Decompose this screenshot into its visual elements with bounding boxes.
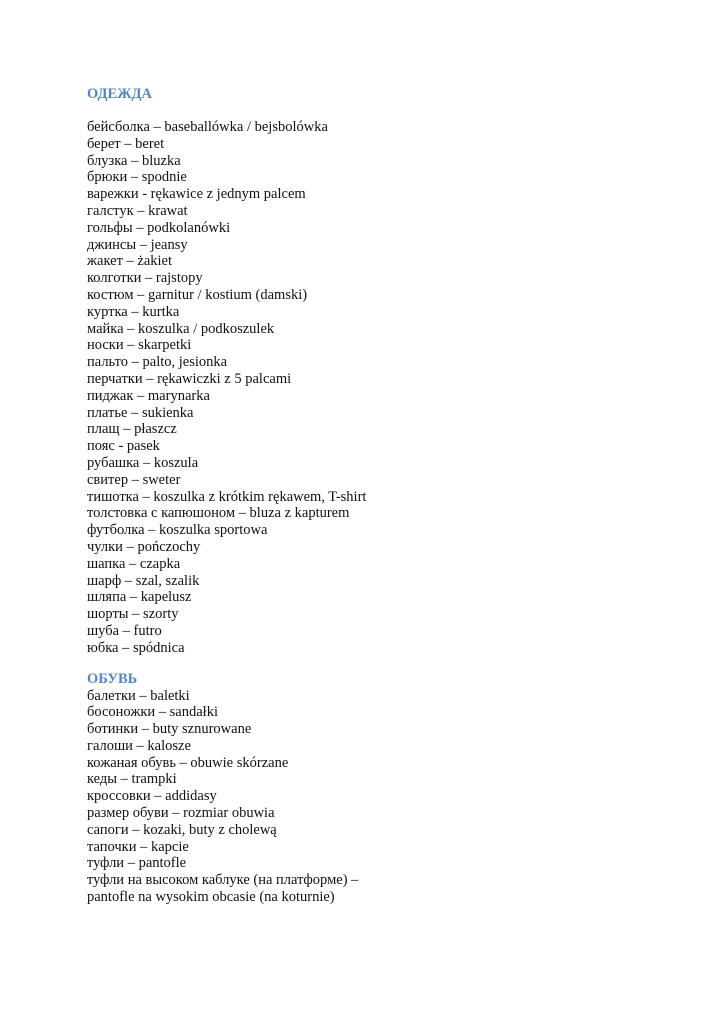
vocab-entry: кроссовки – addidasy	[87, 788, 217, 805]
vocab-entry: галоши – kalosze	[87, 737, 191, 754]
vocab-entry: костюм – garnitur / kostium (damski)	[87, 286, 308, 303]
vocab-entry: пояс - pasek	[87, 438, 160, 455]
vocab-entry: чулки – pończochy	[87, 538, 201, 555]
vocab-entry: рубашка – koszula	[87, 454, 199, 471]
document-content	[87, 85, 647, 906]
vocab-entry: шорты – szorty	[87, 606, 179, 623]
clothing-list	[87, 119, 647, 657]
vocab-entry: берет – beret	[87, 135, 165, 152]
vocab-entry: перчатки – rękawiczki z 5 palcami	[87, 370, 292, 387]
vocab-entry: галстук – krawat	[87, 202, 188, 219]
vocab-entry: куртка – kurtka	[87, 303, 180, 320]
vocab-entry: пиджак – marynarka	[87, 387, 210, 404]
vocab-entry: толстовка с капюшоном – bluza z kapturem	[87, 505, 350, 522]
vocab-entry: бейсболка – baseballówka / bejsbolówka	[87, 119, 328, 135]
vocab-entry: носки – skarpetki	[87, 337, 192, 354]
vocab-entry: пальто – palto, jesionka	[87, 354, 228, 371]
vocab-entry: туфли на высоком каблуке (на платформе) – pantofle na wysokim obcasie (na koturnie)	[87, 872, 359, 906]
vocab-entry: размер обуви – rozmiar obuwia	[87, 805, 275, 822]
vocab-entry: майка – koszulka / podkoszulek	[87, 320, 275, 337]
vocab-entry: тишотка – koszulka z krótkim rękawem, T-shirt	[87, 488, 367, 505]
vocab-entry: кожаная обувь – obuwie skórzane	[87, 754, 289, 771]
vocab-entry: ботинки – buty sznurowane	[87, 721, 252, 738]
vocab-entry: кеды – trampki	[87, 771, 177, 788]
vocab-entry: сапоги – kozaki, buty z cholewą	[87, 821, 277, 838]
vocab-entry: варежки - rękawice z jednym palcem	[87, 186, 306, 203]
vocab-entry: свитер – sweter	[87, 471, 181, 488]
vocab-entry: шуба – futro	[87, 622, 162, 639]
vocab-entry: туфли – pantofle	[87, 855, 187, 872]
vocab-entry: босоножки – sandałki	[87, 704, 218, 721]
footwear-list	[87, 688, 647, 906]
vocab-entry: жакет – żakiet	[87, 253, 173, 270]
vocab-entry: платье – sukienka	[87, 404, 194, 421]
vocab-entry: балетки – baletki	[87, 687, 190, 704]
vocab-entry: джинсы – jeansy	[87, 236, 188, 253]
vocab-entry: шарф – szal, szalik	[87, 572, 200, 589]
vocab-entry: брюки – spodnie	[87, 169, 187, 186]
vocab-entry: плащ – płaszcz	[87, 421, 177, 438]
vocab-entry: блузка – bluzka	[87, 152, 181, 169]
vocab-entry: шапка – czapka	[87, 555, 181, 572]
vocab-entry: тапочки – kapcie	[87, 838, 189, 855]
vocab-entry: колготки – rajstopy	[87, 270, 203, 287]
vocab-entry: гольфы – podkolanówki	[87, 219, 231, 236]
vocab-entry: юбка – spódnica	[87, 639, 185, 656]
section-heading-clothing: ОДЕЖДА	[87, 86, 152, 102]
vocab-entry: шляпа – kapelusz	[87, 589, 192, 606]
section-heading-footwear: ОБУВЬ	[87, 670, 138, 687]
vocab-entry: футболка – koszulka sportowa	[87, 522, 268, 539]
